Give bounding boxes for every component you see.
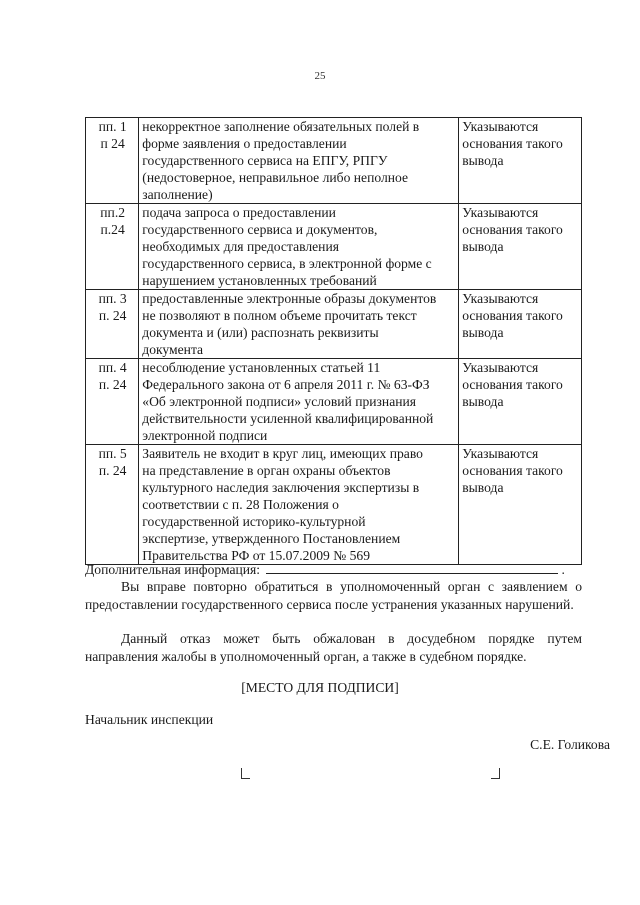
row-number-line: п. 24 [98,463,127,478]
reason-description-line: на представление в орган охраны объектов [142,463,391,478]
reason-description-line: форме заявления о предоставлении [142,136,347,151]
reason-description-line: подача запроса о предоставлении [142,205,336,220]
reason-result-line: основания такого [462,136,563,151]
reason-description-cell [139,118,459,204]
reason-description-cell [139,359,459,445]
table-row [86,445,582,565]
row-number-line: пп. 4 [98,360,127,375]
reason-result-cell [459,359,582,445]
refusal-reasons-table [85,117,582,565]
position-title: Начальник инспекции [85,712,214,727]
reason-description-cell [139,204,459,290]
reason-result-line: Указываются [462,291,539,306]
reason-description-line: несоблюдение установленных статьей 11 [142,360,381,375]
reason-description-line: заполнение) [142,187,213,202]
reason-description-line: экспертизе, утвержденного Постановлением [142,531,401,546]
reason-description-line: Заявитель не входит в круг лиц, имеющих право [142,446,423,461]
reason-description-line: государственного сервиса, в электронной форме с [142,256,432,271]
reason-result-line: Указываются [462,446,539,461]
reason-description-line: Федерального закона от 6 апреля 2011 г. № 63-ФЗ [142,377,430,392]
reason-description-line: «Об электронной подписи» условий признания [142,394,417,409]
additional-info-blank-line [266,561,558,574]
stamp-corner-right-mark [491,768,500,779]
reason-result-line: вывода [462,239,504,254]
reason-description-line: государственного сервиса и документов, [142,222,378,237]
row-number-line: п. 24 [98,308,127,323]
reason-result-line: вывода [462,394,504,409]
reason-result-cell [459,445,582,565]
reason-description-line: соответствии с п. 28 Положения о [142,497,339,512]
additional-info-end: . [561,562,565,577]
row-number-line: п.24 [100,222,125,237]
reason-description-cell [139,445,459,565]
reason-description-line: (недостоверное, неправильное либо неполное [142,170,409,185]
reason-result-line: основания такого [462,308,563,323]
row-number-line: пп. 5 [98,446,127,461]
reason-description-line: документа [142,342,204,357]
reason-description-line: нарушением установленных требований [142,273,377,288]
table-row [86,118,582,204]
reason-result-line: основания такого [462,463,563,478]
row-number-line: п. 24 [98,377,127,392]
row-number-cell [86,359,139,445]
reason-description-line: Правительства РФ от 15.07.2009 № 569 [142,548,370,563]
reason-result-line: основания такого [462,222,563,237]
row-number-line: п 24 [100,136,125,151]
reason-result-line: Указываются [462,360,539,375]
reapply-paragraph: Вы вправе повторно обратиться в уполномоченный орган с заявлением о предоставлении государственного сервиса после устранения указанных нарушений. [85,579,582,612]
signer-name: С.Е. Голикова [530,737,610,752]
reason-result-line: вывода [462,325,504,340]
row-number-cell [86,290,139,359]
reason-description-line: предоставленные электронные образы документов [142,291,437,306]
reason-result-line: Указываются [462,205,539,220]
reason-result-line: вывода [462,153,504,168]
reason-result-cell [459,290,582,359]
page-number: 25 [314,70,326,82]
appeal-paragraph: Данный отказ может быть обжалован в досудебном порядке путем направления жалобы в уполномоченный орган, а также в судебном порядке. [85,631,582,664]
row-number-cell [86,118,139,204]
table-row [86,290,582,359]
table-row [86,204,582,290]
row-number-line: пп.2 [100,205,126,220]
additional-info-label: Дополнительная информация: [85,562,261,577]
row-number-cell [86,445,139,565]
row-number-line: пп. 3 [98,291,127,306]
reason-result-line: Указываются [462,119,539,134]
table-row [86,359,582,445]
row-number-line: пп. 1 [98,119,127,134]
reason-result-cell [459,118,582,204]
additional-info [85,561,582,578]
reason-description-line: действительности усиленной квалифицированной [142,411,434,426]
reason-result-cell [459,204,582,290]
reason-description-line: некорректное заполнение обязательных полей в [142,119,420,134]
reason-description-line: государственного сервиса на ЕПГУ, РПГУ [142,153,388,168]
signature-placeholder: [МЕСТО ДЛЯ ПОДПИСИ] [241,680,399,695]
reason-description-line: культурного наследия заключения экспертизы в [142,480,420,495]
reason-description-line: необходимых для предоставления [142,239,339,254]
reason-result-line: вывода [462,480,504,495]
reason-description-cell [139,290,459,359]
reason-description-line: не позволяют в полном объеме прочитать текст [142,308,417,323]
reason-description-line: документа и (или) распознать реквизиты [142,325,379,340]
reason-result-line: основания такого [462,377,563,392]
reason-description-line: государственной историко-культурной [142,514,366,529]
reason-description-line: электронной подписи [142,428,268,443]
stamp-corner-left-mark [241,768,250,779]
row-number-cell [86,204,139,290]
